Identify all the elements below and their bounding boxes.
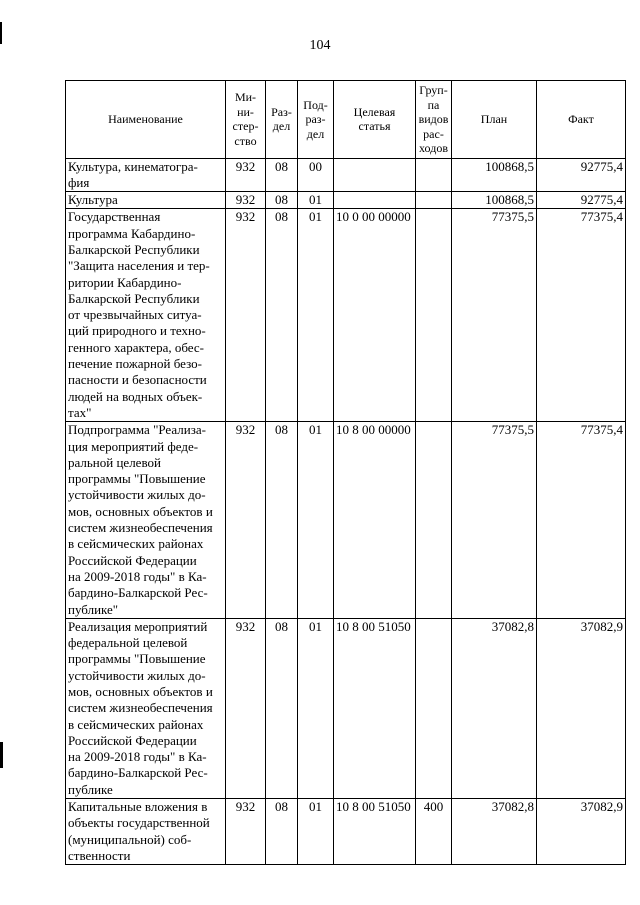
row-subsection: 01 (298, 422, 334, 619)
row-name: Подпрограмма "Реализа- ция мероприятий феде- ральной целевой программы "Повышение устойчивости жилых до- мов, основных объектов и систем жизнеобеспечения в сейсмических районах Российской Федерации на 2009-2018 годы" в Ка- бардино-Балкарской Рес- публике" (66, 422, 226, 619)
row-group (416, 422, 452, 619)
row-section: 08 (266, 158, 298, 192)
row-section: 08 (266, 422, 298, 619)
header-ministry (226, 81, 266, 159)
table-row (66, 799, 626, 865)
row-ministry: 932 (226, 422, 266, 619)
row-plan: 37082,8 (452, 618, 537, 798)
header-plan: План (452, 81, 537, 159)
header-section (266, 81, 298, 159)
row-group (416, 618, 452, 798)
row-plan: 100868,5 (452, 158, 537, 192)
row-target: 10 8 00 00000 (334, 422, 416, 619)
header-section-label: Раз- дел (271, 104, 292, 134)
row-ministry: 932 (226, 209, 266, 422)
row-subsection: 01 (298, 192, 334, 209)
page-number: 104 (309, 38, 331, 53)
header-fact: Факт (537, 81, 626, 159)
row-plan: 37082,8 (452, 799, 537, 865)
row-group (416, 192, 452, 209)
row-subsection: 01 (298, 209, 334, 422)
row-ministry: 932 (226, 192, 266, 209)
row-name: Капитальные вложения в объекты государственной (муниципальной) соб- ственности (66, 799, 226, 865)
row-section: 08 (266, 618, 298, 798)
row-ministry: 932 (226, 618, 266, 798)
row-subsection: 01 (298, 799, 334, 865)
row-fact: 92775,4 (537, 192, 626, 209)
row-section: 08 (266, 799, 298, 865)
row-target: 10 8 00 51050 (334, 799, 416, 865)
header-group-label: Груп- па видов рас- ходов (418, 83, 449, 155)
table-header-row (66, 81, 626, 159)
header-group (416, 81, 452, 159)
row-plan: 77375,5 (452, 209, 537, 422)
header-target (334, 81, 416, 159)
row-name: Культура (66, 192, 226, 209)
row-name: Культура, кинематогра- фия (66, 158, 226, 192)
row-fact: 92775,4 (537, 158, 626, 192)
row-name: Государственная программа Кабардино- Балкарской Республики "Защита населения и тер- ритории Кабардино- Балкарской Республики от чрезвычайных ситуа- ций природного и техно- генного характера, обес- печение пожарной безо- пасности и безопасности людей на водных объек- тах" (66, 209, 226, 422)
row-target (334, 158, 416, 192)
row-group (416, 209, 452, 422)
row-fact: 37082,9 (537, 799, 626, 865)
row-name: Реализация мероприятий федеральной целевой программы "Повышение устойчивости жилых до- мов, основных объектов и систем жизнеобеспечения в сейсмических районах Российской Федерации на 2009-2018 годы" в Ка- бардино-Балкарской Рес- публике (66, 618, 226, 798)
header-subsection (298, 81, 334, 159)
row-group: 400 (416, 799, 452, 865)
row-target (334, 192, 416, 209)
row-fact: 77375,4 (537, 209, 626, 422)
row-fact: 77375,4 (537, 422, 626, 619)
row-fact: 37082,9 (537, 618, 626, 798)
row-subsection: 01 (298, 618, 334, 798)
row-section: 08 (266, 209, 298, 422)
table-row (66, 618, 626, 798)
row-ministry: 932 (226, 799, 266, 865)
row-plan: 77375,5 (452, 422, 537, 619)
header-subsection-label: Под- раз- дел (303, 97, 328, 141)
table-row (66, 158, 626, 192)
table-row (66, 422, 626, 619)
row-plan: 100868,5 (452, 192, 537, 209)
margin-mark (0, 742, 3, 768)
header-name: Наименование (66, 81, 226, 159)
row-target: 10 8 00 51050 (334, 618, 416, 798)
budget-table (65, 80, 626, 865)
row-ministry: 932 (226, 158, 266, 192)
header-target-label: Целевая статья (353, 104, 396, 134)
table-row (66, 192, 626, 209)
row-section: 08 (266, 192, 298, 209)
header-ministry-label: Ми- ни- стер- ство (232, 90, 259, 148)
row-group (416, 158, 452, 192)
table-row (66, 209, 626, 422)
row-target: 10 0 00 00000 (334, 209, 416, 422)
row-subsection: 00 (298, 158, 334, 192)
